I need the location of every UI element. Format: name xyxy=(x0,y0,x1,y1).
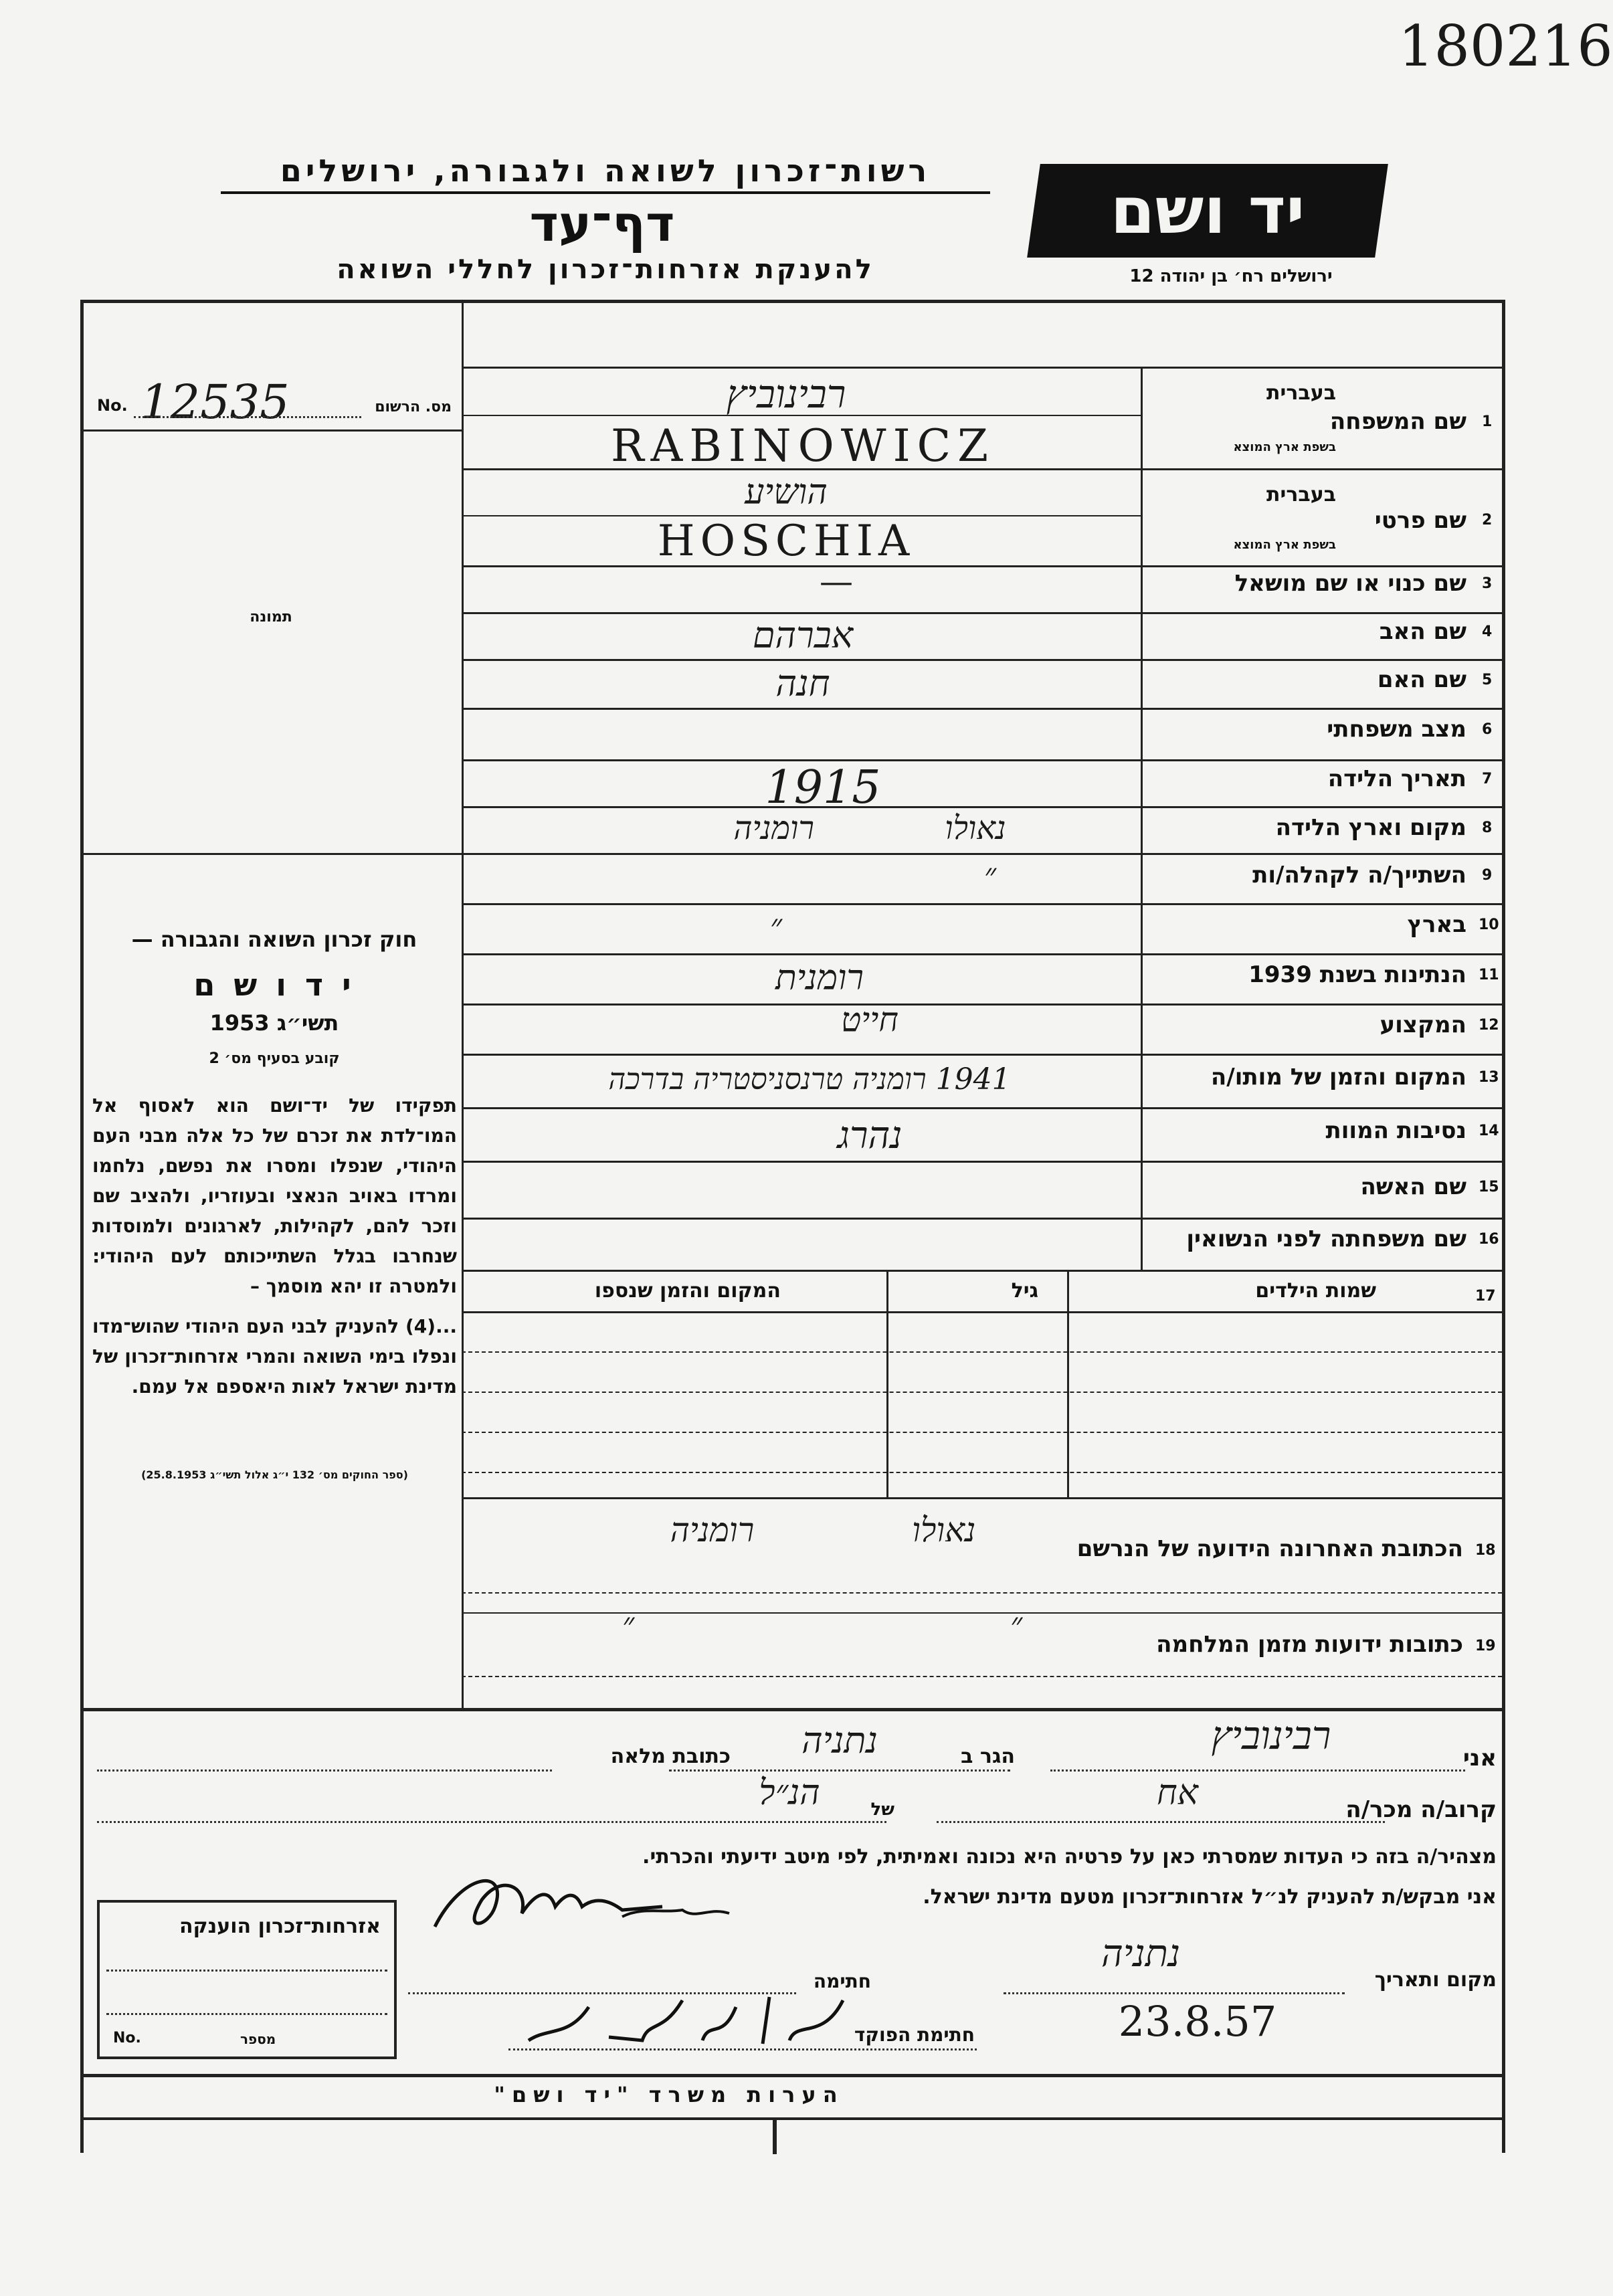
field-10-number: 10 xyxy=(1479,917,1499,933)
field-8-value: נאולו רומניה xyxy=(733,809,1006,847)
field-4-value: אברהם xyxy=(752,614,854,656)
children-number: 17 xyxy=(1475,1288,1496,1305)
field-9-number: 9 xyxy=(1482,867,1493,884)
award-box xyxy=(97,1900,397,2059)
signature-label: חתימה xyxy=(813,1970,871,1992)
reg-no-label: מס. הרשום xyxy=(375,399,452,415)
declarant-lives-value: נתניה xyxy=(801,1719,878,1761)
statement-2: אני מבקש/ת להעניק לנ״ל אזרחות־זכרון מטעם מדינת ישראל. xyxy=(923,1885,1497,1909)
field-19-value-a: ״ xyxy=(622,1606,635,1643)
law-text: תפקידו של יד־ושם הוא לאסוף אל המו־לדת את זכרם של כל אלה מבני העם היהודי, שנפלו ומסרו את נפשם, נלחמו ומרדו באויב הנאצי ובעוזריו, ולהציב שם וזכר להם, לקהילות, לארגונים ולמוסדות שנחרבו בגלל השתייכותם לעם היהודי: ולמטרה זו יהא מוסמך – xyxy=(92,1094,457,1297)
reg-no-line xyxy=(80,429,462,432)
org-line: רשות־זכרון לשואה ולגבורה, ירושלים xyxy=(221,153,990,194)
field-12-number: 12 xyxy=(1479,1017,1499,1034)
field-19-value-b: ״ xyxy=(1010,1606,1023,1643)
field-11-value: רומנית xyxy=(775,958,864,998)
field-11-label: הנתינות בשנת 1939 xyxy=(1248,961,1466,988)
footer-divider xyxy=(773,2117,777,2154)
field-11-number: 11 xyxy=(1479,967,1499,983)
date-value: 23.8.57 xyxy=(1118,1997,1277,2046)
field-7-value: 1915 xyxy=(765,761,881,814)
field-10-value: ״ xyxy=(769,907,783,945)
declarant-address-label: כתובת מלאה xyxy=(610,1745,731,1768)
field-16-label: שם משפחתה לפני הנשואין xyxy=(1186,1226,1466,1252)
field-6-number: 6 xyxy=(1482,721,1493,738)
award-no-label: No. xyxy=(113,2030,141,2046)
top-band-line xyxy=(462,367,1502,369)
field-19-label: כתובות ידועות מזמן המלחמה xyxy=(1156,1631,1463,1658)
frame-left xyxy=(80,300,84,2153)
field-5-number: 5 xyxy=(1482,672,1493,688)
signature-scribble xyxy=(421,1860,743,1947)
field-7-number: 7 xyxy=(1482,771,1493,787)
field-14-number: 14 xyxy=(1479,1123,1499,1139)
field-5-value: חנה xyxy=(775,662,830,704)
field-1-label: שם המשפחה xyxy=(1329,408,1466,435)
place-date-label: מקום ותאריך xyxy=(1374,1968,1497,1992)
officer-sig-label: חתימת הפוקד xyxy=(854,2024,975,2046)
officer-signature-scribble xyxy=(508,1980,870,2054)
law-clause: קובע בסעיף מס׳ 2 xyxy=(209,1050,340,1067)
field-9-value: ״ xyxy=(983,856,997,894)
field-9-label: השתייך/ה לקהלה/ות xyxy=(1252,862,1466,888)
field-18-label: הכתובת האחרונה הידועה של הנרשם xyxy=(1076,1535,1463,1562)
field-3-value: — xyxy=(820,562,853,601)
field-3-label: שם כנוי או שם מושאל xyxy=(1234,570,1466,597)
field-8-label: מקום וארץ הלידה xyxy=(1275,814,1466,841)
field-15-number: 15 xyxy=(1479,1179,1499,1195)
field-6-label: מצב משפחתי xyxy=(1327,716,1466,743)
field-15-label: שם האשה xyxy=(1360,1173,1466,1200)
law-name: י ד ו ש ם xyxy=(193,967,355,1003)
award-box-title: אזרחות־זכרון הוענקה xyxy=(179,1915,381,1938)
statement-1: מצהיר/ה בזה כי העדות שמסרתי כאן על פרטיה היא נכונה ואמיתית, לפי מיטב ידיעתי והכרתי. xyxy=(642,1845,1497,1869)
children-col-names: שמות הילדים xyxy=(1255,1279,1376,1303)
field-1-number: 1 xyxy=(1482,413,1493,430)
photo-label: תמונה xyxy=(250,609,292,626)
law-text-2: ...(4) להעניק לבני העם היהודי שהוש־מדו ונפלו בימי השואה והמרי אזרחות־זכרון של מדינת ישראל לאות היאספם אל עמם. xyxy=(92,1315,457,1398)
field-13-number: 13 xyxy=(1479,1069,1499,1086)
children-col-age: גיל xyxy=(1011,1279,1038,1303)
officer-signature xyxy=(508,1980,870,2054)
field-2-sub-he: בעברית xyxy=(1266,483,1336,506)
footer-remarks: הערות משרד "יד ושם" xyxy=(494,2082,844,2107)
field-5-label: שם האם xyxy=(1377,666,1466,693)
form-title: דף־עד xyxy=(529,195,675,253)
form-subtitle: להענקת אזרחות־זכרון לחללי השואה xyxy=(337,254,874,285)
field-19-number: 19 xyxy=(1475,1638,1496,1654)
law-year: תשי״ג 1953 xyxy=(209,1010,339,1036)
field-4-number: 4 xyxy=(1482,624,1493,640)
field-2-sub-native: בשפת ארץ המוצא xyxy=(1233,538,1336,552)
children-col-place: המקום והזמן שנספו xyxy=(594,1279,781,1303)
reg-no-row xyxy=(94,375,455,429)
declarant-i-label: אני xyxy=(1462,1745,1497,1772)
yad-vashem-logo xyxy=(1027,164,1388,258)
law-source: (ספר החוקים מס׳ 132 י״ג אלול תשי״ג 25.8.1953) xyxy=(141,1468,408,1481)
stamp-number: 180216 xyxy=(1398,13,1613,79)
of-label: של xyxy=(870,1800,894,1820)
field-18-value: נאולו רומניה xyxy=(670,1511,976,1549)
field-12-value: חייט xyxy=(840,1000,898,1039)
field-3-number: 3 xyxy=(1482,575,1493,592)
field-1-sub-he: בעברית xyxy=(1266,381,1336,405)
field-16-number: 16 xyxy=(1479,1231,1499,1248)
of-value: הנ״ל xyxy=(759,1773,820,1813)
frame-top xyxy=(80,300,1505,303)
field-13-value: 1941 רומניה טרנסניסטריה בדרכה xyxy=(608,1062,1011,1096)
declarant-signature xyxy=(421,1860,743,1947)
field-1-value-native: RABINOWICZ xyxy=(610,420,995,472)
field-8-number: 8 xyxy=(1482,820,1493,836)
law-title: חוק זכרון השואה והגבורה — xyxy=(131,927,417,952)
field-2-label: שם פרטי xyxy=(1374,507,1466,534)
reg-no-prefix: No. xyxy=(97,396,128,415)
field-7-label: תאריך הלידה xyxy=(1327,765,1466,792)
field-13-label: המקום והזמן של מותו/ה xyxy=(1210,1064,1466,1090)
reg-no-value: 12535 xyxy=(140,375,290,429)
field-10-label: בארץ xyxy=(1407,911,1466,938)
field-2-number: 2 xyxy=(1482,512,1493,529)
declarant-lives-label: הגר ב xyxy=(961,1745,1015,1768)
field-4-label: שם האב xyxy=(1379,618,1466,645)
declarant-name: רבינוביץ xyxy=(1211,1713,1331,1758)
field-2-value-he: הושיע xyxy=(745,472,828,512)
field-2-value-native: HOSCHIA xyxy=(657,516,915,566)
field-14-value: נהרג xyxy=(837,1114,903,1157)
logo-text: יד ושם xyxy=(1110,173,1305,248)
place-value: נתניה xyxy=(1101,1932,1181,1976)
field-18-number: 18 xyxy=(1475,1542,1496,1559)
field-14-label: נסיבות המוות xyxy=(1325,1117,1466,1144)
award-no-label-he: מספר xyxy=(240,2031,276,2047)
field-12-label: המקצוע xyxy=(1380,1012,1466,1038)
field-1-sub-native: בשפת ארץ המוצא xyxy=(1233,440,1336,454)
relative-value: אח xyxy=(1157,1773,1198,1813)
relative-label: קרוב/ה מכר/ה xyxy=(1345,1796,1497,1823)
frame-right xyxy=(1502,300,1505,2153)
photo-bottom-line xyxy=(80,853,462,855)
label-divider xyxy=(1141,367,1143,1270)
logo-address: ירושלים רח׳ בן יהודה 12 xyxy=(1129,266,1333,286)
field-1-value-he: רבינוביץ xyxy=(726,371,846,417)
